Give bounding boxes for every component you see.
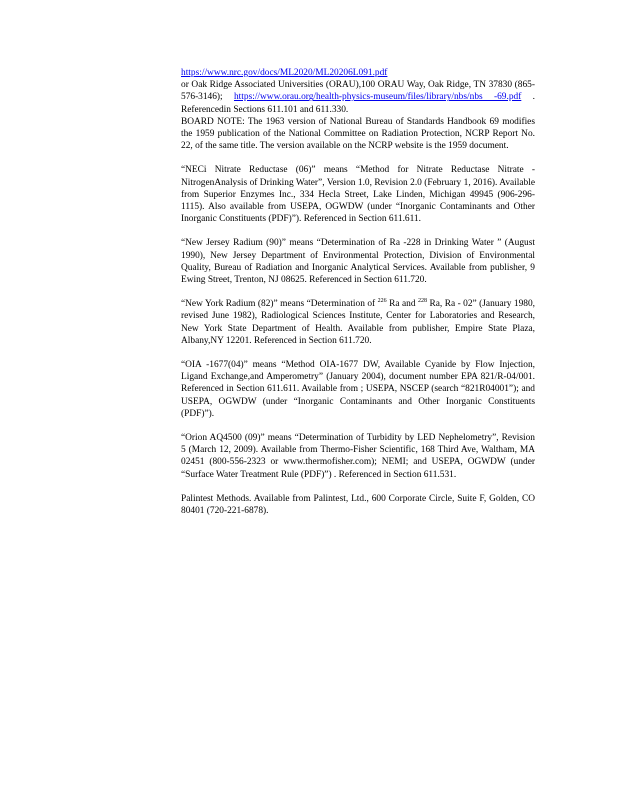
ncrp-reference-paragraph [181, 67, 535, 152]
orion-aq4500-paragraph: “Orion AQ4500 (09)” means “Determination of Turbidity by LED Nephelometry”, Revision 5 (March 12, 2009). Available from Thermo-Fisher Scientific, 168 Third Ave, Waltham, MA 02451 (800-556-2323 or www.thermofisher.com); NEMI; and USEPA, OGWDW (under “Surface Water Treatment Rule (PDF)”) . Referenced in Section 611.531. [181, 433, 535, 480]
neci-nitrate-paragraph: “NECi Nitrate Reductase (06)” means “Method for Nitrate Reductase Nitrate -NitrogenAnalysis of Drinking Water”, Version 1.0, Revision 2.0 (February 1, 2016). Available from Superior Enzymes Inc., 334 Hecla Street, Lake Linden, Michigan 49945 (906-296-1115). Also available from USEPA, OGWDW (under “Inorganic Contaminants and Other Inorganic Constituents (PDF)”). Referenced in Section 611.611. [181, 165, 535, 225]
orau-address-text: or Oak Ridge Associated Universities (ORAU),100 ORAU Way, Oak Ridge, TN 37830 (865-576-3146); [181, 80, 535, 103]
palintest-paragraph: Palintest Methods. Available from Palintest, Ltd., 600 Corporate Circle, Suite F, Golden, CO 80401 (720-221-6878). [181, 493, 535, 517]
document-page [181, 67, 535, 529]
new-york-radium-text-a: “New York Radium (82)” means “Determination of [181, 299, 378, 310]
new-york-radium-text-c: Ra, Ra - 02” (January 1980, revised June 1982), Radiological Sciences Institute, Center for Laboratories and Research, New York State Department of Health. Available from publisher, Empire State Plaza, Albany,NY 12201. Referenced in Section 611.720. [181, 299, 535, 346]
oia-1677-paragraph: “OIA -1677(04)” means “Method OIA-1677 DW, Available Cyanide by Flow Injection, Ligand Exchange,and Amperometry” (January 2004), document number EPA 821/R-04/001. Referenced in Section 611.611. Available from ; USEPA, NSCEP (search “821R04001”); and USEPA, OGWDW (under “Inorganic Contaminants and Other Inorganic Constituents (PDF)”). [181, 360, 535, 419]
referenced-sections-text: . Referencedin Sections 611.101 and 611.330. [181, 92, 535, 115]
board-note-text: BOARD NOTE: The 1963 version of National Bureau of Standards Handbook 69 modifies the 1959 publication of the National Committee on Radiation Protection, NCRP Report No. 22, of the same title. The version available on the NCRP website is the 1959 document. [181, 116, 535, 152]
new-jersey-radium-paragraph: “New Jersey Radium (90)” means “Determination of Ra -228 in Drinking Water ” (August 1990), New Jersey Department of Environmental Protection, Division of Environmental Quality, Bureau of Radiation and Inorganic Analytical Services. Available from publisher, 9 Ewing Street, Trenton, NJ 08625. Referenced in Section 611.720. [181, 238, 535, 286]
new-york-radium-paragraph [181, 298, 535, 347]
new-york-radium-text-b: Ra and [386, 299, 418, 310]
isotope-226-superscript: 226 [377, 298, 387, 305]
nrc-pdf-link[interactable]: https://www.nrc.gov/docs/ML2020/ML20206L091.pdf [181, 68, 388, 78]
orau-museum-link[interactable]: https://www.orau.org/health-physics-museum/files/library/nbs/nbs -69.pdf [233, 92, 522, 103]
isotope-228-superscript: 228 [418, 298, 427, 305]
